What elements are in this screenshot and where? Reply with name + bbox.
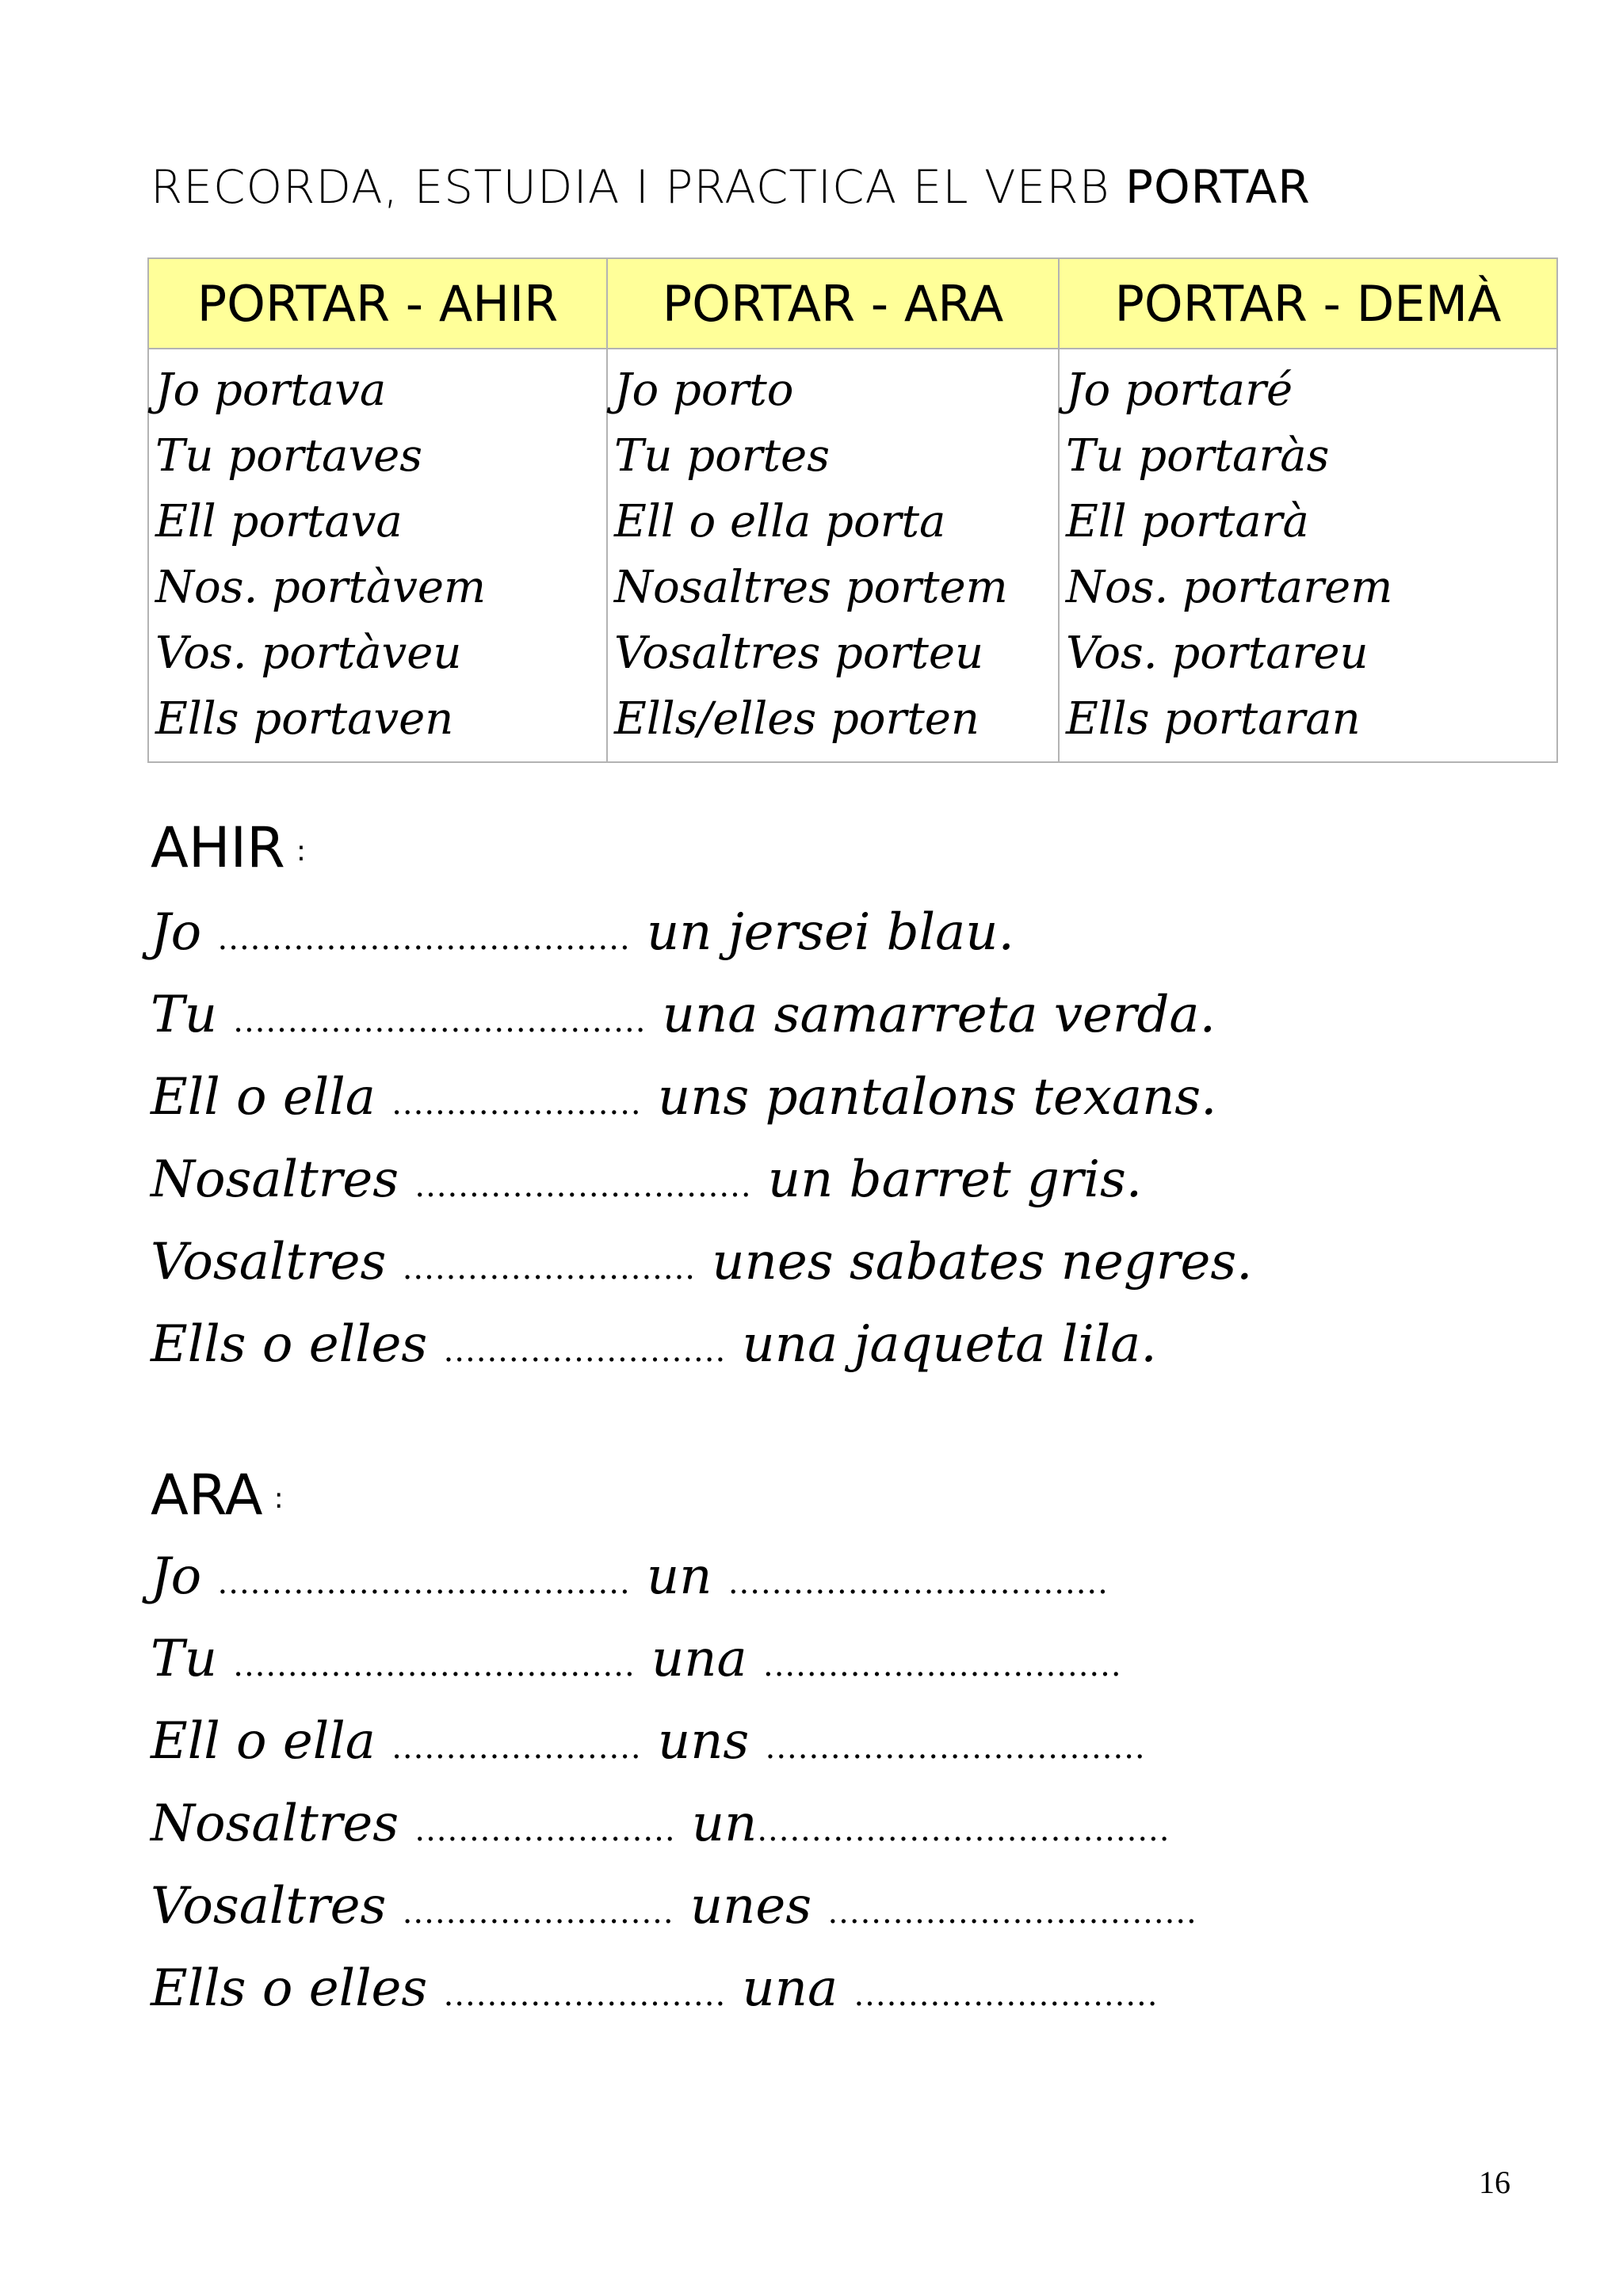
ara-heading	[151, 1459, 284, 1531]
form-ara-jo: Jo porto	[614, 364, 794, 416]
exercise-article: una	[651, 1630, 747, 1688]
exercise-object: uns pantalons texans.	[657, 1068, 1217, 1127]
answer-blank[interactable]: ......................................	[217, 921, 631, 957]
header-ara: PORTAR - ARA	[607, 258, 1059, 349]
exercise-subject: Ells o elles	[151, 1959, 428, 2018]
list-item	[151, 1138, 1561, 1221]
exercise-subject: Nosaltres	[151, 1794, 399, 1853]
form-dema-ell: Ell portarà	[1066, 496, 1309, 547]
list-item	[151, 1865, 1561, 1947]
answer-blank[interactable]: ........................	[414, 1812, 676, 1848]
answer-blank[interactable]: .....................................	[233, 1647, 636, 1684]
exercise-subject: Tu	[151, 986, 217, 1044]
form-dema-ells: Ells portaran	[1066, 693, 1361, 745]
table-row	[148, 349, 1557, 762]
exercise-object: una samarreta verda.	[662, 986, 1216, 1044]
exercise-subject: Nosaltres	[151, 1150, 399, 1209]
list-item	[151, 1947, 1561, 2030]
answer-blank[interactable]: ..........................	[443, 1333, 727, 1369]
ahir-heading-text: AHIR	[151, 815, 285, 880]
exercise-subject: Ell o ella	[151, 1068, 376, 1127]
object-blank[interactable]: ...................................	[727, 1565, 1109, 1601]
form-ara-ells: Ells/elles porten	[614, 693, 980, 745]
ara-exercise-list	[151, 1535, 1561, 2030]
exercise-subject: Tu	[151, 1630, 217, 1688]
object-blank[interactable]: ..................................	[827, 1894, 1197, 1931]
answer-blank[interactable]: .......................	[391, 1730, 642, 1766]
list-item	[151, 1056, 1561, 1138]
exercise-subject: Vosaltres	[151, 1233, 387, 1291]
form-ahir-nos: Nos. portàvem	[155, 562, 487, 613]
exercise-subject: Ell o ella	[151, 1712, 376, 1771]
object-blank[interactable]: ...................................	[765, 1730, 1146, 1766]
exercise-object: una jaqueta lila.	[742, 1315, 1157, 1374]
exercise-article: unes	[689, 1877, 812, 1936]
ara-heading-text: ARA	[151, 1463, 263, 1527]
exercise-subject: Ells o elles	[151, 1315, 428, 1374]
exercise-object: un barret gris.	[767, 1150, 1143, 1209]
ara-colon: :	[273, 1482, 284, 1515]
exercise-subject: Jo	[151, 903, 202, 962]
column-ara	[607, 349, 1059, 762]
list-item	[151, 974, 1561, 1056]
title-verb: PORTAR	[1125, 160, 1311, 214]
exercise-object: un jersei blau.	[647, 903, 1014, 962]
object-blank[interactable]: .................................	[762, 1647, 1122, 1684]
column-dema	[1059, 349, 1557, 762]
form-dema-jo: Jo portaré	[1066, 364, 1293, 416]
answer-blank[interactable]: ..........................	[443, 1977, 727, 2013]
list-item	[151, 1618, 1561, 1700]
form-ara-nos: Nosaltres portem	[614, 562, 1008, 613]
conjugation-table	[147, 257, 1558, 763]
list-item	[151, 1700, 1561, 1783]
ahir-heading	[151, 812, 306, 883]
list-item	[151, 1303, 1561, 1386]
form-ara-tu: Tu portes	[614, 430, 830, 482]
ahir-exercise-list	[151, 891, 1561, 1386]
header-ahir: PORTAR - AHIR	[148, 258, 607, 349]
form-ara-ell: Ell o ella porta	[614, 496, 946, 547]
object-blank[interactable]: ......................................	[757, 1812, 1170, 1848]
answer-blank[interactable]: ...............................	[414, 1168, 752, 1204]
exercise-article: un	[647, 1547, 712, 1606]
form-ahir-ells: Ells portaven	[155, 693, 454, 745]
title-text: RECORDA, ESTUDIA I PRACTICA EL VERB	[151, 160, 1110, 214]
list-item	[151, 1783, 1561, 1865]
list-item	[151, 1535, 1561, 1618]
exercise-subject: Vosaltres	[151, 1877, 387, 1936]
object-blank[interactable]: ............................	[854, 1977, 1159, 2013]
exercise-article: una	[742, 1959, 838, 2018]
form-ahir-vos: Vos. portàveu	[155, 627, 462, 679]
answer-blank[interactable]: ...........................	[402, 1250, 697, 1287]
page-title	[151, 155, 1311, 219]
exercise-object: unes sabates negres.	[712, 1233, 1253, 1291]
list-item	[151, 891, 1561, 974]
exercise-subject: Jo	[151, 1547, 202, 1606]
answer-blank[interactable]: .......................	[391, 1085, 642, 1122]
form-ahir-ell: Ell portava	[155, 496, 403, 547]
form-ara-vos: Vosaltres porteu	[614, 627, 984, 679]
form-ahir-jo: Jo portava	[155, 364, 387, 416]
header-dema: PORTAR - DEMÀ	[1059, 258, 1557, 349]
form-ahir-tu: Tu portaves	[155, 430, 422, 482]
answer-blank[interactable]: .........................	[402, 1894, 674, 1931]
page-number: 16	[1479, 2164, 1510, 2200]
column-ahir	[148, 349, 607, 762]
answer-blank[interactable]: ......................................	[233, 1003, 647, 1039]
form-dema-tu: Tu portaràs	[1066, 430, 1330, 482]
table-header-row	[148, 258, 1557, 349]
exercise-article: un	[691, 1794, 758, 1853]
form-dema-nos: Nos. portarem	[1066, 562, 1393, 613]
exercise-article: uns	[657, 1712, 750, 1771]
answer-blank[interactable]: ......................................	[217, 1565, 631, 1601]
form-dema-vos: Vos. portareu	[1066, 627, 1369, 679]
list-item	[151, 1221, 1561, 1303]
ahir-colon: :	[296, 834, 306, 868]
